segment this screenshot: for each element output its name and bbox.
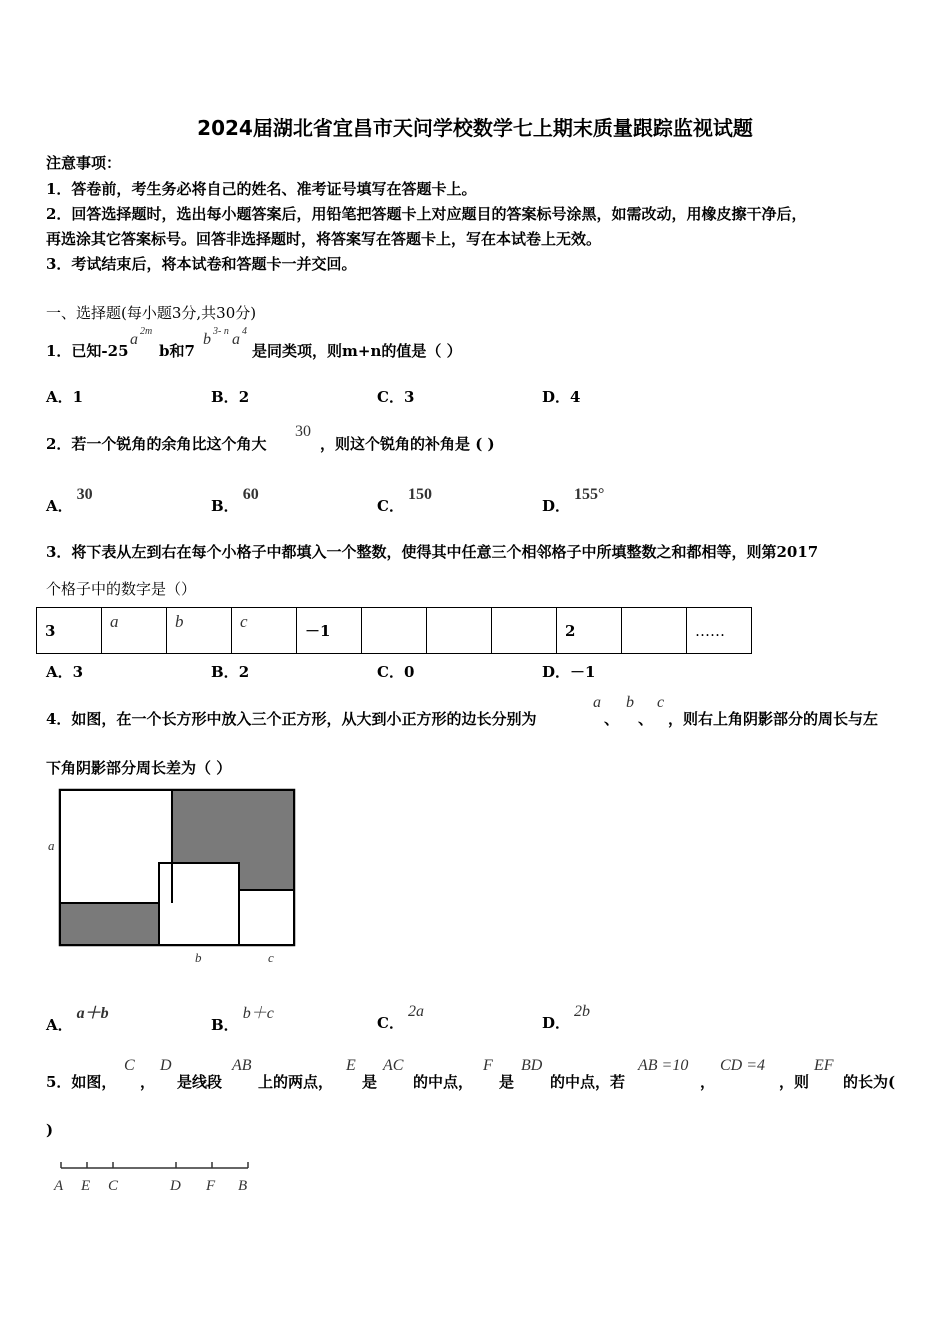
q5-p3: 上的两点， — [258, 1073, 334, 1091]
q3-option-d[interactable]: D．－1 — [542, 663, 596, 681]
grid-cell — [427, 608, 492, 654]
q5-line2: ) — [46, 1121, 54, 1139]
q5-p2: 是线段 — [177, 1073, 223, 1091]
fig-label-c: c — [268, 950, 274, 965]
q5-p6: 是 — [499, 1073, 515, 1091]
number-grid-table — [36, 607, 752, 654]
q3-option-b[interactable]: B．2 — [211, 663, 250, 681]
q5-var-f: F — [483, 1057, 493, 1074]
q1-var-a: a — [130, 331, 138, 348]
point-label-a: A — [54, 1178, 64, 1194]
q3-text-line1: 3．将下表从左到右在每个小格子中都填入一个整数，使得其中任意三个相邻格子中所填整数之和都相等，则第2017 — [46, 543, 819, 561]
grid-cell: b — [167, 608, 232, 654]
fig-label-b: b — [195, 950, 202, 965]
q4-option-c[interactable]: C．2a — [377, 1003, 424, 1032]
q1-exp-3n: 3- n — [213, 326, 229, 337]
q4-sep1: 、 — [604, 710, 620, 728]
grid-cell — [622, 608, 687, 654]
q5-p7: 的中点，若 — [550, 1073, 626, 1091]
q5-comma2: ， — [700, 1073, 716, 1091]
q5-eq-cd: CD =4 — [720, 1057, 766, 1074]
notice-item-1: 1．答卷前，考生务必将自己的姓名、准考证号填写在答题卡上。 — [46, 180, 477, 198]
q1-option-a[interactable]: A．1 — [46, 388, 84, 406]
q5-p9: 的长为( — [843, 1073, 896, 1091]
square-c — [239, 890, 294, 945]
q1-exp-4: 4 — [242, 326, 247, 337]
q4-text-line2: 下角阴影部分周长差为（ ） — [46, 759, 232, 777]
point-label-d: D — [170, 1178, 181, 1194]
notice-item-2-cont: 再选涂其它答案标号。回答非选择题时，将答案写在答题卡上，写在本试卷上无效。 — [46, 230, 602, 248]
q1-option-c[interactable]: C．3 — [377, 388, 415, 406]
q1-mid: b和7 — [159, 342, 195, 360]
q3-option-c[interactable]: C．0 — [377, 663, 415, 681]
q5-var-ac: AC — [383, 1057, 404, 1074]
q4-option-a[interactable]: A．a＋b — [46, 1005, 109, 1034]
section-heading: 一、选择题(每小题3分,共30分) — [46, 304, 257, 322]
q4-var-a: a — [593, 694, 601, 711]
q5-p5: 的中点， — [413, 1073, 474, 1091]
grid-cell: 2 — [557, 608, 622, 654]
segment-figure — [50, 1158, 260, 1198]
q4-post: ，则右上角阴影部分的周长与左 — [668, 710, 879, 728]
grid-cell — [492, 608, 557, 654]
q5-p1: 5．如图， — [46, 1073, 117, 1091]
point-label-b: B — [238, 1178, 248, 1194]
q1-var-b: b — [203, 331, 211, 348]
square-a — [60, 790, 172, 903]
q5-var-bd: BD — [521, 1057, 543, 1074]
q2-option-a[interactable]: A．30 — [46, 486, 93, 515]
grid-cell: …… — [687, 608, 752, 654]
q3-text-line2: 个格子中的数字是（） — [46, 580, 197, 598]
point-label-c: C — [108, 1178, 119, 1194]
q4-option-b[interactable]: B．b＋c — [211, 1005, 274, 1034]
grid-cell: c — [232, 608, 297, 654]
grid-cell: a — [102, 608, 167, 654]
point-label-e: E — [81, 1178, 91, 1194]
q5-var-ab: AB — [232, 1057, 252, 1074]
q5-var-e: E — [346, 1057, 356, 1074]
q1-option-b[interactable]: B．2 — [211, 388, 250, 406]
notice-item-2: 2．回答选择题时，选出每小题答案后，用铅笔把答题卡上对应题目的答案标号涂黑，如需改动，用橡皮擦干净后， — [46, 205, 807, 223]
q1-pre: 1．已知-25 — [46, 342, 129, 360]
q2-option-d[interactable]: D．155° — [542, 486, 605, 515]
q5-var-ef: EF — [814, 1057, 834, 1074]
q1-exp-2m: 2m — [140, 326, 153, 337]
grid-cell: －1 — [297, 608, 362, 654]
q5-comma1: ， — [140, 1073, 156, 1091]
rectangle-squares-figure — [40, 780, 310, 970]
q1-post: 是同类项，则m+n的值是（ ） — [252, 342, 462, 360]
q4-var-c: c — [657, 694, 665, 711]
lower-left-shaded-region — [60, 903, 159, 945]
q5-p8: ，则 — [779, 1073, 810, 1091]
q2-option-c[interactable]: C．150 — [377, 486, 432, 515]
q5-var-d: D — [160, 1057, 172, 1074]
q4-sep2: 、 — [638, 710, 654, 728]
point-label-f: F — [206, 1178, 216, 1194]
notice-item-3: 3．考试结束后，将本试卷和答题卡一并交回。 — [46, 255, 357, 273]
grid-cell — [362, 608, 427, 654]
notice-heading: 注意事项： — [46, 154, 122, 172]
q2-option-b[interactable]: B．60 — [211, 486, 259, 515]
q2-angle: 30 — [295, 423, 311, 440]
grid-cell: 3 — [37, 608, 102, 654]
page-title: 2024届湖北省宜昌市天问学校数学七上期末质量跟踪监视试题 — [197, 116, 753, 140]
q5-p4: 是 — [362, 1073, 378, 1091]
q4-var-b: b — [626, 694, 634, 711]
q2-pre: 2．若一个锐角的余角比这个角大 — [46, 435, 267, 453]
fig-label-a: a — [48, 838, 55, 853]
q1-option-d[interactable]: D．4 — [542, 388, 581, 406]
q5-var-c: C — [124, 1057, 135, 1074]
q2-post: ，则这个锐角的补角是 ( ) — [320, 435, 495, 453]
q4-pre: 4．如图，在一个长方形中放入三个正方形，从大到小正方形的边长分别为 — [46, 710, 537, 728]
q4-option-d[interactable]: D．2b — [542, 1003, 591, 1032]
q3-option-a[interactable]: A．3 — [46, 663, 84, 681]
q5-eq-ab: AB =10 — [638, 1057, 689, 1074]
q1-var-a2: a — [232, 331, 240, 348]
